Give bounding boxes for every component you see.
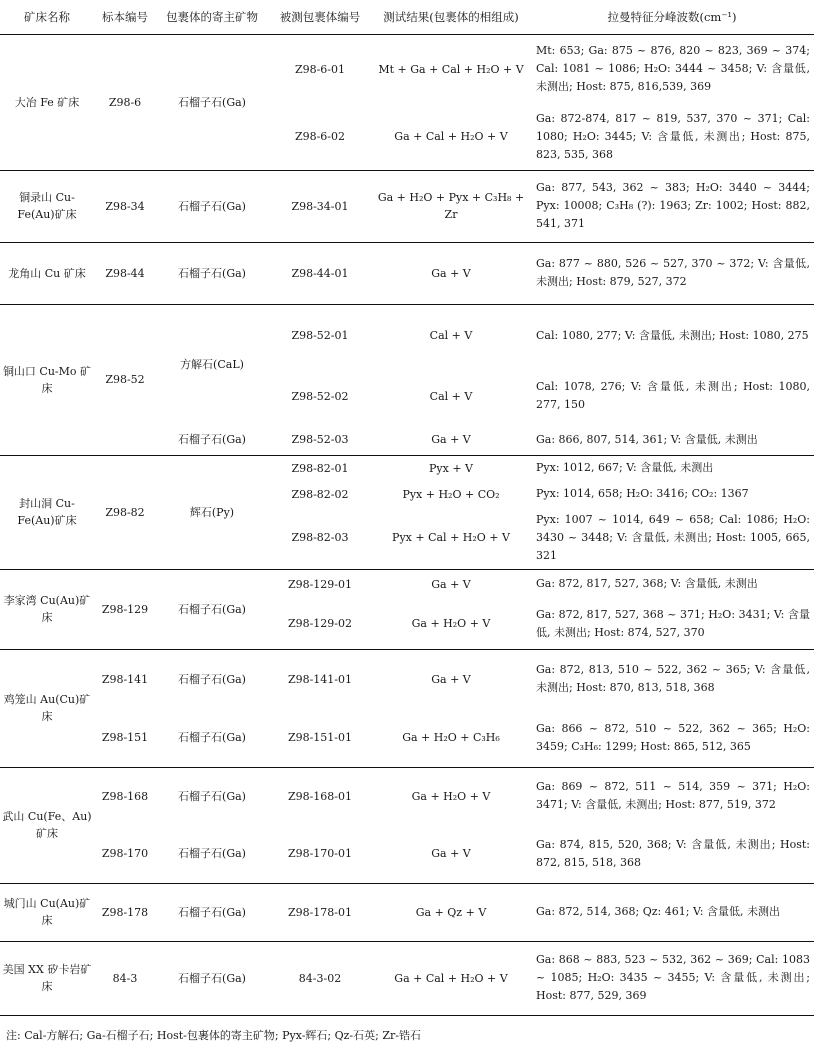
result-cell: Ga + V (372, 569, 530, 599)
host-cell: 石榴子石(Ga) (156, 242, 268, 304)
table-row (0, 825, 814, 883)
sample-cell: Z98-44 (94, 242, 156, 304)
deposit-cell: 铜山口 Cu-Mo 矿床 (0, 304, 94, 455)
host-cell: 方解石(CaL) (156, 304, 268, 425)
header-sample: 标本编号 (94, 2, 156, 34)
raman-cell: Ga: 866, 807, 514, 361; V: 含量低, 未测出 (536, 432, 758, 446)
result-cell: Ga + V (431, 433, 471, 447)
result-cell: Ga + V (372, 242, 530, 304)
raman-cell: Ga: 868 ~ 883, 523 ~ 532, 362 ~ 369; Cal: 1083 ~ 1085; H₂O: 3435 ~ 3455; V: 含量低, 未测出; Host: 877, 529, 369 (530, 941, 814, 1015)
inclusion-cell: Z98-6-01 (294, 62, 346, 76)
inclusion-cell: Z98-34-01 (268, 170, 372, 242)
table-row (0, 709, 814, 767)
deposit-cell: 武山 Cu(Fe、Au)矿床 (0, 767, 94, 883)
inclusion-cell: Z98-82-02 (291, 487, 349, 501)
sample-cell: Z98-170 (101, 847, 149, 861)
table-row (0, 34, 814, 104)
host-cell: 石榴子石(Ga) (156, 941, 268, 1015)
deposit-cell: 铜录山 Cu-Fe(Au)矿床 (0, 170, 94, 242)
table-row (0, 941, 814, 1015)
host-cell: 辉石(Py) (156, 455, 268, 569)
result-cell: Ga + Qz + V (372, 883, 530, 941)
raman-cell: Ga: 874, 815, 520, 368; V: 含量低, 未测出; Host: 872, 815, 518, 368 (536, 837, 810, 869)
raman-cell: Ga: 872, 817, 527, 368 ~ 371; H₂O: 3431; V: 含量低, 未测出; Host: 874, 527, 370 (536, 607, 810, 639)
raman-cell: Ga: 869 ~ 872, 511 ~ 514, 359 ~ 371; H₂O: 3471; V: 含量低, 未测出; Host: 877, 519, 372 (530, 767, 814, 825)
table-row (0, 883, 814, 941)
header-test-result: 测试结果(包裹体的相组成) (372, 2, 530, 34)
host-cell: 石榴子石(Ga) (156, 649, 268, 709)
result-cell: Pyx + V (372, 455, 530, 481)
raman-cell: Ga: 872, 817, 527, 368; V: 含量低, 未测出 (530, 569, 814, 599)
sample-cell: Z98-168 (94, 767, 156, 825)
result-cell: Pyx + H₂O + CO₂ (402, 487, 500, 501)
raman-cell: Ga: 877 ~ 880, 526 ~ 527, 370 ~ 372; V: 含量低, 未测出; Host: 879, 527, 372 (530, 242, 814, 304)
deposit-cell: 鸡笼山 Au(Cu)矿床 (0, 649, 94, 767)
raman-cell: Pyx: 1014, 658; H₂O: 3416; CO₂: 1367 (536, 487, 749, 500)
inclusion-cell: Z98-178-01 (268, 883, 372, 941)
header-raman-peaks: 拉曼特征分峰波数(cm⁻¹) (530, 2, 814, 34)
inclusion-cell: Z98-151-01 (287, 731, 353, 745)
deposit-cell: 城门山 Cu(Au)矿床 (0, 883, 94, 941)
table-row (0, 649, 814, 709)
result-cell: Ga + Cal + H₂O + V (372, 941, 530, 1015)
host-cell: 石榴子石(Ga) (156, 569, 268, 649)
host-cell: 石榴子石(Ga) (178, 731, 246, 745)
deposit-cell: 美国 XX 矽卡岩矿床 (0, 941, 94, 1015)
inclusion-cell: Z98-52-02 (291, 389, 349, 403)
sample-cell: Z98-129 (94, 569, 156, 649)
inclusion-cell: Z98-168-01 (268, 767, 372, 825)
raman-cell: Ga: 872, 813, 510 ~ 522, 362 ~ 365; V: 含量低, 未测出; Host: 870, 813, 518, 368 (530, 649, 814, 709)
deposit-cell: 李家湾 Cu(Au)矿床 (0, 569, 94, 649)
host-cell: 石榴子石(Ga) (156, 170, 268, 242)
inclusion-cell: Z98-52-01 (268, 304, 372, 367)
inclusion-cell: Z98-82-01 (268, 455, 372, 481)
table-row (0, 242, 814, 304)
sample-cell: Z98-34 (94, 170, 156, 242)
raman-cell: Cal: 1080, 277; V: 含量低, 未测出; Host: 1080, 275 (530, 304, 814, 367)
sample-cell: 84-3 (94, 941, 156, 1015)
table-row (0, 767, 814, 825)
raman-cell: Mt: 653; Ga: 875 ~ 876, 820 ~ 823, 369 ~ 374; Cal: 1081 ~ 1086; H₂O: 3444 ~ 3458; V: 含量低, 未测出; Host: 875, 816,539, 369 (536, 44, 810, 94)
sample-cell: Z98-52 (94, 304, 156, 455)
sample-cell: Z98-151 (101, 731, 149, 745)
inclusion-cell: Z98-129-02 (287, 617, 353, 631)
table-row (0, 170, 814, 242)
raman-cell: Pyx: 1007 ~ 1014, 649 ~ 658; Cal: 1086; H₂O: 3430 ~ 3448; V: 含量低, 未测出; Host: 1005, 665, 321 (536, 512, 810, 562)
host-cell: 石榴子石(Ga) (178, 95, 246, 109)
sample-cell: Z98-82 (94, 455, 156, 569)
host-cell: 石榴子石(Ga) (156, 883, 268, 941)
table-row (0, 569, 814, 599)
result-cell: Ga + H₂O + V (411, 617, 491, 631)
result-cell: Ga + Cal + H₂O + V (394, 130, 508, 144)
table-row (0, 304, 814, 367)
header-deposit: 矿床名称 (0, 2, 94, 34)
raman-cell: Ga: 877, 543, 362 ~ 383; H₂O: 3440 ~ 3444; Pyx: 10008; C₃H₈ (?): 1963; Zr: 1002; Host: 882, 541, 371 (530, 170, 814, 242)
deposit-cell: 封山洞 Cu-Fe(Au)矿床 (0, 455, 94, 569)
raman-cell: Pyx: 1012, 667; V: 含量低, 未测出 (530, 455, 814, 481)
result-cell: Cal + V (372, 304, 530, 367)
deposit-cell: 龙角山 Cu 矿床 (0, 242, 94, 304)
inclusion-cell: Z98-82-03 (291, 531, 349, 545)
table-footnote: 注: Cal-方解石; Ga-石榴子石; Host-包裹体的寄主矿物; Pyx-辉石; Qz-石英; Zr-锆石 (6, 1029, 421, 1042)
inclusion-cell: Z98-170-01 (287, 847, 353, 861)
host-cell: 石榴子石(Ga) (178, 433, 246, 447)
host-cell: 石榴子石(Ga) (178, 847, 246, 861)
inclusion-cell: Z98-141-01 (268, 649, 372, 709)
raman-cell: Ga: 872, 514, 368; Qz: 461; V: 含量低, 未测出 (530, 883, 814, 941)
sample-cell: Z98-141 (94, 649, 156, 709)
header-host-mineral: 包裹体的寄主矿物 (156, 2, 268, 34)
result-cell: Ga + V (372, 649, 530, 709)
sample-cell: Z98-6 (108, 95, 142, 109)
table-header-row (0, 2, 814, 34)
header-inclusion-id: 被测包裹体编号 (268, 2, 372, 34)
host-cell: 石榴子石(Ga) (156, 767, 268, 825)
raman-cell: Ga: 872-874, 817 ~ 819, 537, 370 ~ 371; Cal: 1080; H₂O: 3445; V: 含量低, 未测出; Host: 875, 823, 535, 368 (536, 111, 810, 161)
raman-cell: Cal: 1078, 276; V: 含量低, 未测出; Host: 1080, 277, 150 (536, 380, 810, 411)
inclusion-cell: Z98-44-01 (268, 242, 372, 304)
inclusion-cell: Z98-129-01 (268, 569, 372, 599)
inclusion-cell: Z98-52-03 (291, 433, 349, 447)
result-cell: Ga + H₂O + C₃H₆ (402, 731, 500, 745)
result-cell: Ga + H₂O + V (372, 767, 530, 825)
result-cell: Ga + H₂O + Pyx + C₃H₈ + Zr (372, 170, 530, 242)
result-cell: Pyx + Cal + H₂O + V (392, 531, 510, 545)
deposit-cell: 大冶 Fe 矿床 (14, 95, 80, 109)
result-cell: Mt + Ga + Cal + H₂O + V (378, 62, 524, 76)
raman-data-table (0, 2, 814, 1016)
result-cell: Cal + V (429, 389, 473, 403)
result-cell: Ga + V (431, 847, 471, 861)
inclusion-cell: 84-3-02 (268, 941, 372, 1015)
raman-cell: Ga: 866 ~ 872, 510 ~ 522, 362 ~ 365; H₂O: 3459; C₃H₆: 1299; Host: 865, 512, 365 (536, 721, 810, 753)
inclusion-cell: Z98-6-02 (294, 130, 346, 144)
table-row (0, 455, 814, 481)
sample-cell: Z98-178 (94, 883, 156, 941)
